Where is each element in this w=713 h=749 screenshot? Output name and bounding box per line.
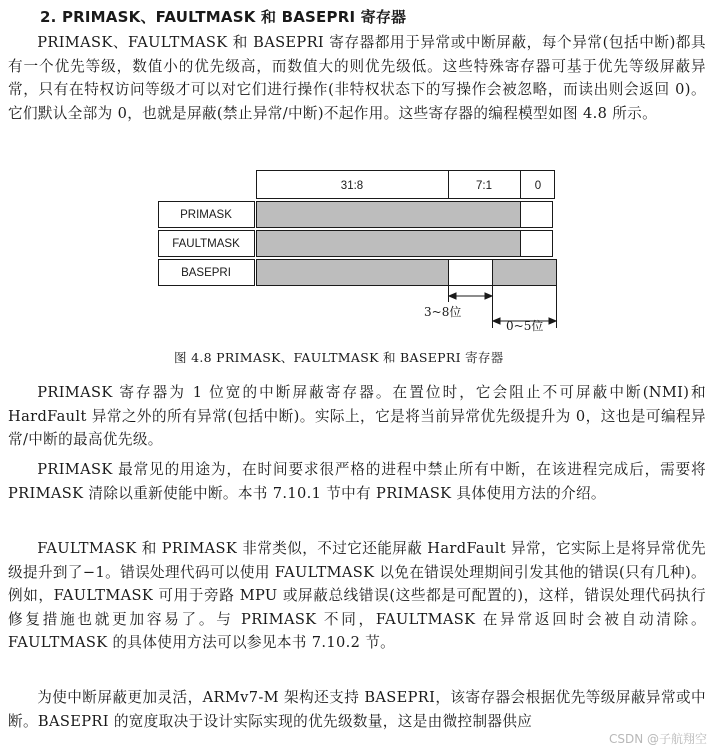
annotation-0-5-bits: 0~5位 [506,319,544,333]
primask-label: PRIMASK [180,209,232,221]
faultmask-reserved-field [257,231,521,257]
annotation-3-8-bits: 3~8位 [424,305,462,319]
faultmask-bit0-field [521,231,553,257]
paragraph-faultmask: FAULTMASK 和 PRIMASK 非常类似，不过它还能屏蔽 HardFault 异常，它实际上是将异常优先级提升到了−1。错误处理代码可以使用 FAULTMASK 以免在错误处理期间引发其他的错误(只有几种)。例如，FAULTMASK 可用于旁路 MPU 或屏蔽总线错误(这些都是可配置的)，这样，错误处理代码执行修复措施也就更加容易了。与 PRIMASK 不同，FAULTMASK 在异常返回时会被自动清除。FAULTMASK 的具体使用方法可以参见本书 7.10.2 节。 [8,540,706,652]
primask-bit0-field [521,202,553,228]
basepri-reserved-field [257,260,449,286]
section-heading: 2. PRIMASK、FAULTMASK 和 BASEPRI 寄存器 [40,8,407,26]
watermark: CSDN @子航翔空 [608,732,707,746]
bit-header-7-1: 7:1 [476,180,492,192]
register-figure [0,168,713,348]
basepri-label: BASEPRI [181,267,231,279]
basepri-unused-bits-field [493,260,557,286]
paragraph-intro: PRIMASK、FAULTMASK 和 BASEPRI 寄存器都用于异常或中断屏蔽，每个异常(包括中断)都具有一个优先等级，数值小的优先级高，而数值大的则优先级低。这些特殊寄存器可基于优先等级屏蔽异常，只有在特权访问等级才可以对它们进行操作(非特权状态下的写操作会被忽略，而读出则会返回 0)。它们默认全部为 0，也就是屏蔽(禁止异常/中断)不起作用。这些寄存器的编程模型如图 4.8 所示。 [8,34,706,122]
paragraph-primask: PRIMASK 寄存器为 1 位宽的中断屏蔽寄存器。在置位时，它会阻止不可屏蔽中断(NMI)和 HardFault 异常之外的所有异常(包括中断)。实际上，它是将当前异常优先级提升为 0，这也是可编程异常/中断的最高优先级。 [8,384,706,449]
paragraph-primask-usage: PRIMASK 最常见的用途为，在时间要求很严格的进程中禁止所有中断，在该进程完成后，需要将 PRIMASK 清除以重新使能中断。本书 7.10.1 节中有 PRIMASK 具体使用方法的介绍。 [8,461,706,502]
basepri-priority-field [449,260,493,286]
faultmask-label: FAULTMASK [172,238,240,250]
primask-reserved-field [257,202,521,228]
bit-header-31-8: 31:8 [340,180,364,192]
bit-header-0: 0 [534,180,542,192]
paragraph-basepri: 为使中断屏蔽更加灵活，ARMv7-M 架构还支持 BASEPRI，该寄存器会根据优先等级屏蔽异常或中断。BASEPRI 的宽度取决于设计实际实现的优先级数量，这是由微控制器供应 [8,689,706,730]
figure-caption: 图 4.8 PRIMASK、FAULTMASK 和 BASEPRI 寄存器 [174,350,504,365]
